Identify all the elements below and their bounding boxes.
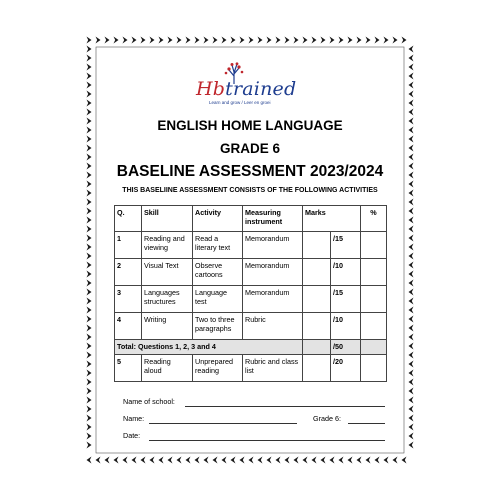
border-chevron — [87, 262, 92, 269]
border-chevron — [87, 415, 92, 422]
row-skill: Visual Text — [142, 259, 193, 286]
border-chevron — [87, 343, 92, 350]
border-chevron — [409, 109, 414, 116]
border-chevron — [402, 457, 407, 464]
border-chevron — [87, 91, 92, 98]
logo-wordmark — [196, 78, 296, 100]
row-percent — [361, 286, 387, 313]
border-chevron — [87, 154, 92, 161]
border-chevron — [409, 190, 414, 197]
row-q: 1 — [115, 232, 142, 259]
border-chevron — [409, 118, 414, 125]
assessment-title: BASELINE ASSESSMENT 2023/2024 — [116, 163, 384, 180]
header-skill: Skill — [142, 206, 193, 232]
border-chevron — [258, 457, 263, 464]
border-chevron — [87, 361, 92, 368]
table-row — [115, 259, 387, 286]
hbtrained-logo — [196, 62, 306, 108]
border-chevron — [276, 37, 281, 44]
row-mark-blank — [303, 259, 331, 286]
border-chevron — [168, 37, 173, 44]
school-label: Name of school: — [123, 397, 175, 406]
total-label: Total: Questions 1, 2, 3 and 4 — [115, 340, 303, 355]
logo-suffix: trained — [225, 78, 297, 100]
border-chevron — [87, 163, 92, 170]
border-chevron — [409, 307, 414, 314]
border-chevron — [409, 280, 414, 287]
border-chevron — [186, 37, 191, 44]
border-chevron — [409, 298, 414, 305]
row-activity: Unprepared reading — [193, 355, 243, 382]
border-chevron — [357, 37, 362, 44]
border-chevron — [150, 457, 155, 464]
border-chevron — [213, 37, 218, 44]
border-chevron — [312, 457, 317, 464]
border-chevron — [321, 457, 326, 464]
border-chevron — [409, 64, 414, 71]
border-chevron — [409, 289, 414, 296]
border-chevron — [409, 82, 414, 89]
row-percent — [361, 313, 387, 340]
border-chevron — [409, 397, 414, 404]
row-activity: Language test — [193, 286, 243, 313]
border-chevron — [409, 226, 414, 233]
border-chevron — [177, 457, 182, 464]
border-chevron — [87, 64, 92, 71]
border-chevron — [195, 457, 200, 464]
table-row — [115, 313, 387, 340]
border-chevron — [222, 457, 227, 464]
border-chevron — [204, 37, 209, 44]
border-chevron — [409, 163, 414, 170]
border-chevron — [339, 457, 344, 464]
border-chevron — [409, 181, 414, 188]
border-chevron — [409, 352, 414, 359]
border-chevron — [132, 37, 137, 44]
border-chevron — [285, 37, 290, 44]
subject-heading: ENGLISH HOME LANGUAGE — [157, 118, 343, 133]
border-chevron — [402, 37, 407, 44]
border-chevron — [87, 280, 92, 287]
date-label: Date: — [123, 431, 141, 440]
border-chevron — [409, 100, 414, 107]
row-marks: /10 — [331, 313, 361, 340]
border-chevron — [409, 343, 414, 350]
row-q: 2 — [115, 259, 142, 286]
border-chevron — [276, 457, 281, 464]
border-chevron — [87, 46, 92, 53]
border-chevron — [87, 316, 92, 323]
border-chevron — [384, 457, 389, 464]
row-q: 5 — [115, 355, 142, 382]
border-chevron — [231, 457, 236, 464]
border-chevron — [87, 244, 92, 251]
border-chevron — [177, 37, 182, 44]
activities-table — [114, 205, 387, 382]
border-chevron — [409, 127, 414, 134]
border-chevron — [339, 37, 344, 44]
border-chevron — [87, 388, 92, 395]
logo-prefix: Hb — [196, 78, 226, 100]
border-chevron — [87, 298, 92, 305]
border-chevron — [409, 244, 414, 251]
table-total-row — [115, 340, 387, 355]
border-chevron — [321, 37, 326, 44]
border-chevron — [249, 457, 254, 464]
row-marks: /15 — [331, 286, 361, 313]
border-chevron — [87, 352, 92, 359]
row-marks: /20 — [331, 355, 361, 382]
border-chevron — [141, 457, 146, 464]
border-chevron — [312, 37, 317, 44]
border-chevron — [303, 37, 308, 44]
border-chevron — [409, 325, 414, 332]
border-chevron — [87, 37, 92, 44]
border-chevron — [409, 208, 414, 215]
row-instrument: Memorandum — [243, 286, 303, 313]
border-chevron — [168, 457, 173, 464]
border-chevron — [87, 325, 92, 332]
row-marks: /15 — [331, 232, 361, 259]
border-chevron — [114, 457, 119, 464]
border-chevron — [366, 457, 371, 464]
row-percent — [361, 259, 387, 286]
row-mark-blank — [303, 286, 331, 313]
border-chevron — [87, 253, 92, 260]
border-chevron — [87, 145, 92, 152]
border-chevron — [409, 154, 414, 161]
grade-field[interactable] — [348, 423, 385, 424]
border-chevron — [87, 172, 92, 179]
table-row — [115, 355, 387, 382]
border-chevron — [222, 37, 227, 44]
border-chevron — [87, 406, 92, 413]
border-chevron — [303, 457, 308, 464]
border-chevron — [96, 37, 101, 44]
total-percent — [361, 340, 387, 355]
border-chevron — [375, 37, 380, 44]
border-chevron — [87, 190, 92, 197]
grade-label: Grade 6: — [313, 414, 341, 423]
border-chevron — [87, 217, 92, 224]
row-instrument: Rubric — [243, 313, 303, 340]
row-skill: Languages structures — [142, 286, 193, 313]
border-chevron — [409, 424, 414, 431]
border-chevron — [87, 424, 92, 431]
border-chevron — [409, 388, 414, 395]
row-q: 4 — [115, 313, 142, 340]
border-chevron — [409, 172, 414, 179]
row-mark-blank — [303, 355, 331, 382]
border-chevron — [87, 370, 92, 377]
border-chevron — [159, 457, 164, 464]
row-percent — [361, 355, 387, 382]
border-chevron — [105, 37, 110, 44]
border-chevron — [159, 37, 164, 44]
border-chevron — [87, 181, 92, 188]
border-chevron — [204, 457, 209, 464]
border-chevron — [409, 361, 414, 368]
border-chevron — [366, 37, 371, 44]
border-chevron — [258, 37, 263, 44]
border-chevron — [87, 127, 92, 134]
border-chevron — [409, 46, 414, 53]
border-chevron — [409, 73, 414, 80]
border-chevron — [87, 442, 92, 449]
border-chevron — [87, 307, 92, 314]
border-chevron — [87, 208, 92, 215]
border-chevron — [384, 37, 389, 44]
border-chevron — [393, 457, 398, 464]
border-chevron — [409, 334, 414, 341]
border-chevron — [409, 271, 414, 278]
border-chevron — [87, 379, 92, 386]
border-chevron — [348, 457, 353, 464]
border-chevron — [105, 457, 110, 464]
border-chevron — [409, 253, 414, 260]
border-chevron — [96, 457, 101, 464]
row-activity: Read a literary text — [193, 232, 243, 259]
border-chevron — [87, 118, 92, 125]
header-percent: % — [361, 206, 387, 232]
table-header-row — [115, 206, 387, 232]
border-chevron — [186, 457, 191, 464]
school-field[interactable] — [185, 406, 385, 407]
name-field[interactable] — [149, 423, 297, 424]
border-chevron — [409, 217, 414, 224]
border-chevron — [409, 406, 414, 413]
border-chevron — [141, 37, 146, 44]
border-chevron — [87, 226, 92, 233]
border-chevron — [348, 37, 353, 44]
border-chevron — [357, 457, 362, 464]
header-marks: Marks — [303, 206, 361, 232]
row-mark-blank — [303, 232, 331, 259]
border-chevron — [409, 370, 414, 377]
border-chevron — [409, 199, 414, 206]
border-chevron — [240, 37, 245, 44]
border-chevron — [87, 109, 92, 116]
border-chevron — [330, 457, 335, 464]
header-measuring: Measuring instrument — [243, 206, 303, 232]
border-chevron — [249, 37, 254, 44]
border-chevron — [409, 235, 414, 242]
border-chevron — [87, 100, 92, 107]
border-chevron — [87, 73, 92, 80]
border-chevron — [330, 37, 335, 44]
border-chevron — [409, 379, 414, 386]
border-chevron — [87, 55, 92, 62]
border-chevron — [409, 415, 414, 422]
border-chevron — [87, 235, 92, 242]
border-chevron — [267, 37, 272, 44]
header-q: Q. — [115, 206, 142, 232]
border-chevron — [87, 136, 92, 143]
border-chevron — [409, 262, 414, 269]
row-skill: Reading aloud — [142, 355, 193, 382]
border-chevron — [409, 316, 414, 323]
name-label: Name: — [123, 414, 145, 423]
border-chevron — [409, 433, 414, 440]
border-chevron — [87, 289, 92, 296]
border-chevron — [267, 457, 272, 464]
row-marks: /10 — [331, 259, 361, 286]
border-chevron — [393, 37, 398, 44]
border-chevron — [87, 82, 92, 89]
grade-heading: GRADE 6 — [219, 141, 280, 156]
border-chevron — [87, 457, 92, 464]
row-skill: Reading and viewing — [142, 232, 193, 259]
border-chevron — [87, 199, 92, 206]
border-chevron — [294, 37, 299, 44]
border-chevron — [409, 442, 414, 449]
row-instrument: Memorandum — [243, 259, 303, 286]
row-q: 3 — [115, 286, 142, 313]
border-chevron — [409, 91, 414, 98]
border-chevron — [87, 397, 92, 404]
border-chevron — [409, 136, 414, 143]
border-chevron — [150, 37, 155, 44]
border-chevron — [132, 457, 137, 464]
border-chevron — [375, 457, 380, 464]
row-instrument: Rubric and class list — [243, 355, 303, 382]
table-row — [115, 286, 387, 313]
row-mark-blank — [303, 313, 331, 340]
logo-tagline: Learn and grow / Leer en groei — [209, 100, 271, 105]
intro-text: THIS BASELIINE ASSESSMENT CONSISTS OF THE FOLLOWING ACTIVITIES — [122, 187, 378, 194]
border-chevron — [195, 37, 200, 44]
border-chevron — [87, 433, 92, 440]
date-field[interactable] — [149, 440, 385, 441]
row-activity: Two to three paragraphs — [193, 313, 243, 340]
border-chevron — [114, 37, 119, 44]
header-activity: Activity — [193, 206, 243, 232]
row-skill: Writing — [142, 313, 193, 340]
border-chevron — [409, 145, 414, 152]
total-mark-blank — [303, 340, 331, 355]
row-percent — [361, 232, 387, 259]
worksheet-content — [101, 52, 399, 450]
border-chevron — [409, 55, 414, 62]
table-row — [115, 232, 387, 259]
border-chevron — [87, 334, 92, 341]
total-marks: /50 — [331, 340, 361, 355]
border-chevron — [213, 457, 218, 464]
border-chevron — [123, 457, 128, 464]
border-chevron — [294, 457, 299, 464]
border-chevron — [123, 37, 128, 44]
border-chevron — [240, 457, 245, 464]
border-chevron — [285, 457, 290, 464]
border-chevron — [231, 37, 236, 44]
row-instrument: Memorandum — [243, 232, 303, 259]
row-activity: Observe cartoons — [193, 259, 243, 286]
border-chevron — [87, 271, 92, 278]
